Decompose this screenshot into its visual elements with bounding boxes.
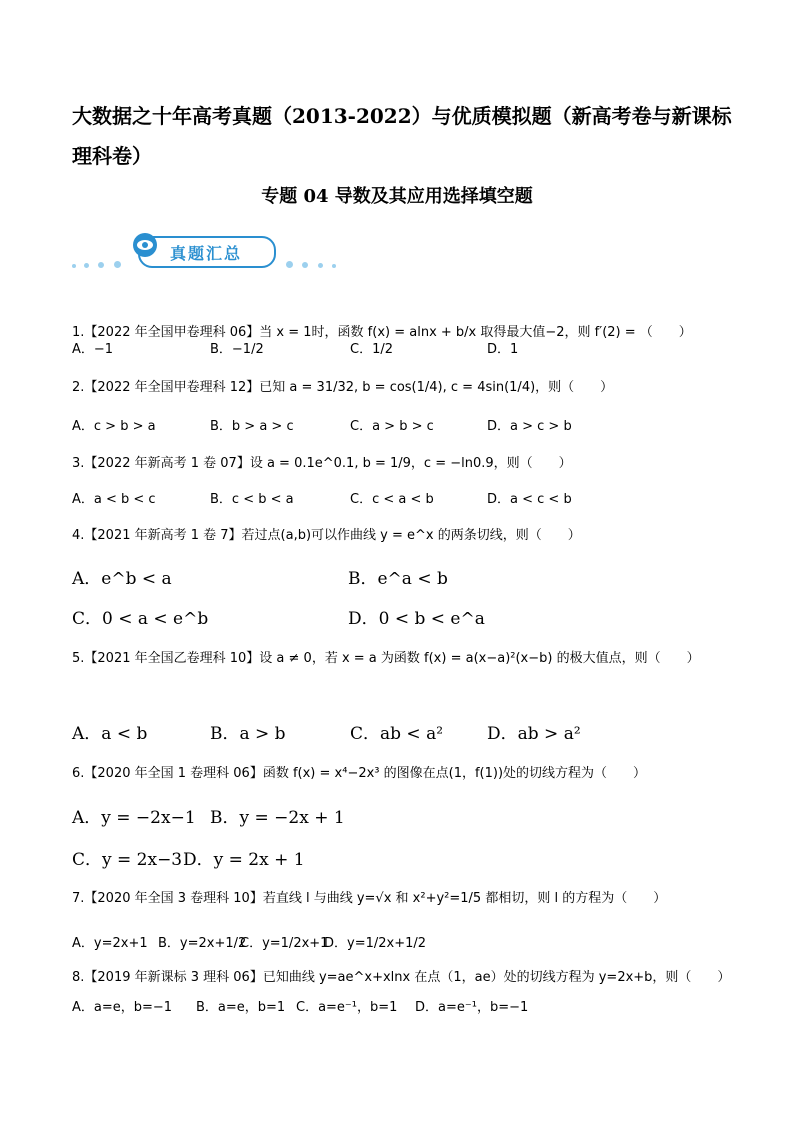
option-5a: A．a < b — [72, 724, 148, 744]
question-2: 2.【2022 年全国甲卷理科 12】已知 a = 31/32, b = cos(1/4), c = 4sin(1/4)，则（ ） — [72, 380, 614, 395]
option-3b: B．c < b < a — [210, 492, 294, 507]
option-7c: C．y=1/2x+1 — [240, 936, 329, 951]
option-1b: B．−1/2 — [210, 342, 264, 357]
option-2c: C．a > b > c — [350, 419, 434, 434]
option-6d: D．y = 2x + 1 — [183, 850, 305, 870]
option-3a: A．a < b < c — [72, 492, 156, 507]
option-5d: D．ab > a² — [487, 724, 581, 744]
option-3d: D．a < c < b — [487, 492, 572, 507]
option-7a: A．y=2x+1 — [72, 936, 148, 951]
question-6: 6.【2020 年全国 1 卷理科 06】函数 f(x) = x⁴−2x³ 的图像在点(1，f(1))处的切线方程为（ ） — [72, 766, 647, 781]
option-8d: D．a=e⁻¹，b=−1 — [415, 1000, 529, 1015]
option-7d: D．y=1/2x+1/2 — [324, 936, 427, 951]
option-4c: C．0 < a < e^b — [72, 609, 209, 629]
question-7: 7.【2020 年全国 3 卷理科 10】若直线 l 与曲线 y=√x 和 x²+y²=1/5 都相切，则 l 的方程为（ ） — [72, 891, 667, 906]
option-6a: A．y = −2x−1 — [72, 808, 196, 828]
option-7b: B．y=2x+1/2 — [158, 936, 247, 951]
section-title: 专题 04 导数及其应用选择填空题 — [261, 186, 533, 207]
question-5: 5.【2021 年全国乙卷理科 10】设 a ≠ 0，若 x = a 为函数 f(x) = a(x−a)²(x−b) 的极大值点，则（ ） — [72, 651, 700, 666]
option-4a: A．e^b < a — [72, 569, 172, 589]
question-8: 8.【2019 年新课标 3 理科 06】已知曲线 y=ae^x+xlnx 在点（1，ae）处的切线方程为 y=2x+b，则（ ） — [72, 970, 731, 985]
option-2d: D．a > c > b — [487, 419, 572, 434]
question-1: 1.【2022 年全国甲卷理科 06】当 x = 1时，函数 f(x) = alnx + b/x 取得最大值−2，则 f′(2) = （ ） — [72, 325, 692, 340]
option-1c: C．1/2 — [350, 342, 393, 357]
option-4d: D．0 < b < e^a — [348, 609, 485, 629]
option-8a: A．a=e，b=−1 — [72, 1000, 173, 1015]
option-5b: B．a > b — [210, 724, 286, 744]
option-2a: A．c > b > a — [72, 419, 156, 434]
question-4: 4.【2021 年新高考 1 卷 7】若过点(a,b)可以作曲线 y = e^x 的两条切线，则（ ） — [72, 528, 581, 543]
option-3c: C．c < a < b — [350, 492, 434, 507]
banner-label: 真题汇总 — [170, 244, 243, 263]
option-1a: A．−1 — [72, 342, 114, 357]
option-4b: B．e^a < b — [348, 569, 448, 589]
option-6b: B．y = −2x + 1 — [210, 808, 345, 828]
eye-icon — [130, 230, 160, 260]
option-1d: D．1 — [487, 342, 519, 357]
option-6c: C．y = 2x−3 — [72, 850, 183, 870]
document-title: 大数据之十年高考真题（2013-2022）与优质模拟题（新高考卷与新课标理科卷） — [72, 104, 732, 168]
question-3: 3.【2022 年新高考 1 卷 07】设 a = 0.1e^0.1, b = 1/9，c = −ln0.9，则（ ） — [72, 456, 572, 471]
option-8c: C．a=e⁻¹，b=1 — [296, 1000, 398, 1015]
option-8b: B．a=e，b=1 — [196, 1000, 286, 1015]
option-5c: C．ab < a² — [350, 724, 444, 744]
option-2b: B．b > a > c — [210, 419, 294, 434]
